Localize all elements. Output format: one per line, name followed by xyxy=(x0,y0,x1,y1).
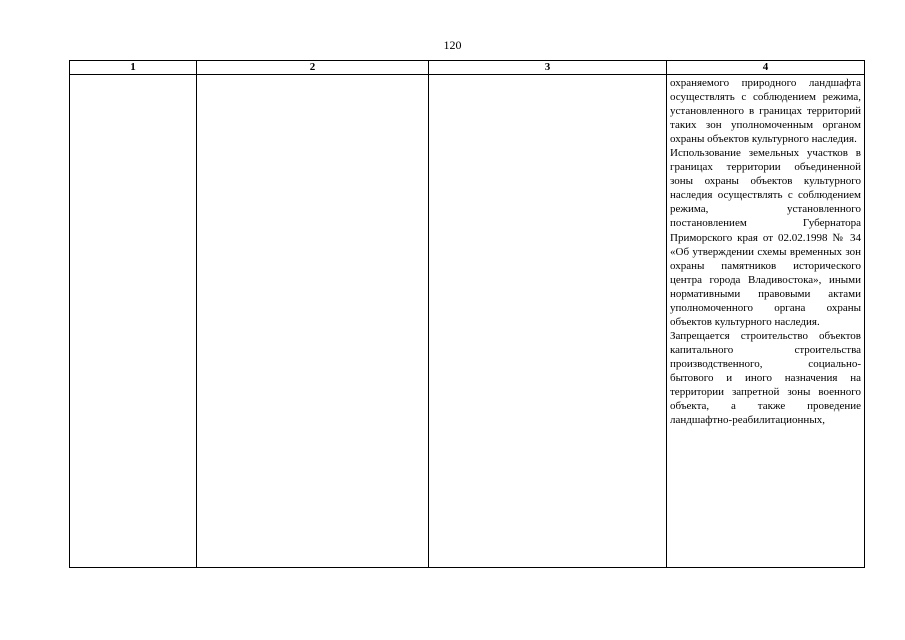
page-number: 120 xyxy=(443,38,462,52)
cell-col-3 xyxy=(429,75,667,568)
paragraph-protected-landscape: охраняемого природного ландшафта осуществлять с соблюдением режима, установленного в границах территорий таких зон уполномоченным органом охраны объектов культурного наследия. xyxy=(670,77,861,146)
cell-col-2-text xyxy=(197,75,428,76)
cell-col-1 xyxy=(70,75,197,568)
table-row xyxy=(70,75,865,568)
paragraph-combined-protection-zone: Использование земельных участков в границах территории объединенной зоны охраны объектов культурного наследия осуществлять с соблюдением режима, установленного постановлением Губернатора Приморского края от 02.02.1998 № 34 «Об утверждении схемы временных зон охраны памятников исторического центра города Владивостока», иными нормативными правовыми актами уполномоченного органа охраны объектов культурного наследия. xyxy=(670,147,861,328)
cell-col-1-text xyxy=(70,75,196,76)
cell-col-4 xyxy=(667,75,865,568)
column-header-1: 1 xyxy=(70,61,197,75)
cell-col-3-text xyxy=(429,75,666,76)
column-header-2: 2 xyxy=(197,61,429,75)
cell-col-2 xyxy=(197,75,429,568)
column-header-4: 4 xyxy=(667,61,865,75)
regulations-table xyxy=(69,60,865,568)
cell-col-4-text xyxy=(667,75,864,427)
column-header-3: 3 xyxy=(429,61,667,75)
header-row xyxy=(70,61,865,75)
paragraph-construction-prohibited: Запрещается строительство объектов капитального строительства производственного, социально-бытового и иного назначения на территории запретной зоны военного объекта, а также проведение ландшафтно-реабилитационных, xyxy=(670,329,861,427)
table-header xyxy=(70,61,865,75)
